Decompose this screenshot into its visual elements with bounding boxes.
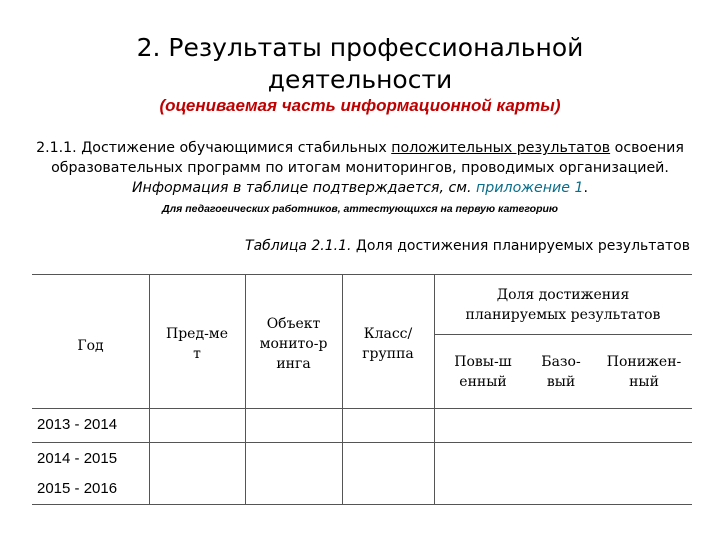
header-object-line3: инга — [276, 356, 311, 372]
paragraph-italic: Информация в таблице подтверждается, см. — [131, 180, 477, 196]
header-reduced — [596, 352, 692, 392]
row-year-2014: 2014 - 2015 — [37, 450, 118, 467]
header-object-line1: Объект — [266, 316, 321, 332]
column-divider-3 — [342, 274, 343, 504]
header-class-line2: группа — [362, 346, 414, 362]
header-class — [342, 324, 434, 364]
header-subject-line2: т — [193, 346, 201, 362]
header-base-line2: вый — [546, 374, 576, 390]
appendix-link[interactable]: приложение 1 — [476, 180, 584, 196]
header-group-line1: Доля достижения — [496, 287, 630, 303]
header-increased — [438, 352, 528, 392]
header-object — [245, 314, 342, 374]
table-top-border — [32, 274, 692, 275]
header-base-line1: Базо- — [541, 354, 581, 370]
header-class-line1: Класс/ — [363, 326, 413, 342]
column-divider-1 — [149, 274, 150, 504]
title-line-2: деятельности — [267, 65, 453, 94]
row-year-2013: 2013 - 2014 — [37, 416, 118, 433]
title-line-1: 2. Результаты профессиональной — [136, 33, 584, 62]
paragraph-underlined: положительных результатов — [391, 140, 611, 156]
header-bottom-border — [32, 408, 692, 409]
header-reduced-line1: Понижен- — [606, 354, 682, 370]
header-subject — [149, 324, 245, 364]
column-divider-2 — [245, 274, 246, 504]
table-bottom-border — [32, 504, 692, 505]
category-note: Для педагоеических работников, аттестующихся на первую категорию — [162, 203, 558, 215]
header-increased-line1: Повы-ш — [454, 354, 512, 370]
paragraph-text-2: освоения образовательных программ по итогам мониторингов, проводимых организацией. — [51, 140, 684, 176]
header-subject-line1: Пред-ме — [166, 326, 228, 342]
row-year-2015: 2015 - 2016 — [37, 480, 118, 497]
row-divider-1 — [32, 442, 692, 443]
paragraph-text-1: 2.1.1. Достижение обучающимися стабильных — [36, 140, 392, 156]
header-base — [526, 352, 596, 392]
subheader-divider — [434, 334, 692, 335]
header-object-line2: монито-р — [259, 336, 328, 352]
header-reduced-line2: ный — [629, 374, 659, 390]
header-increased-line2: енный — [459, 374, 507, 390]
header-year-text: Год — [77, 338, 104, 354]
table-caption-label: Таблица 2.1.1. — [245, 238, 352, 254]
header-group-line2: планируемых результатов — [465, 307, 661, 323]
table-caption-text: Доля достижения планируемых результатов — [351, 238, 690, 254]
subtitle: (оцениваемая часть информационной карты) — [159, 96, 561, 115]
paragraph-end: . — [583, 180, 589, 196]
header-achievement-group — [434, 285, 692, 325]
header-year — [32, 336, 149, 356]
